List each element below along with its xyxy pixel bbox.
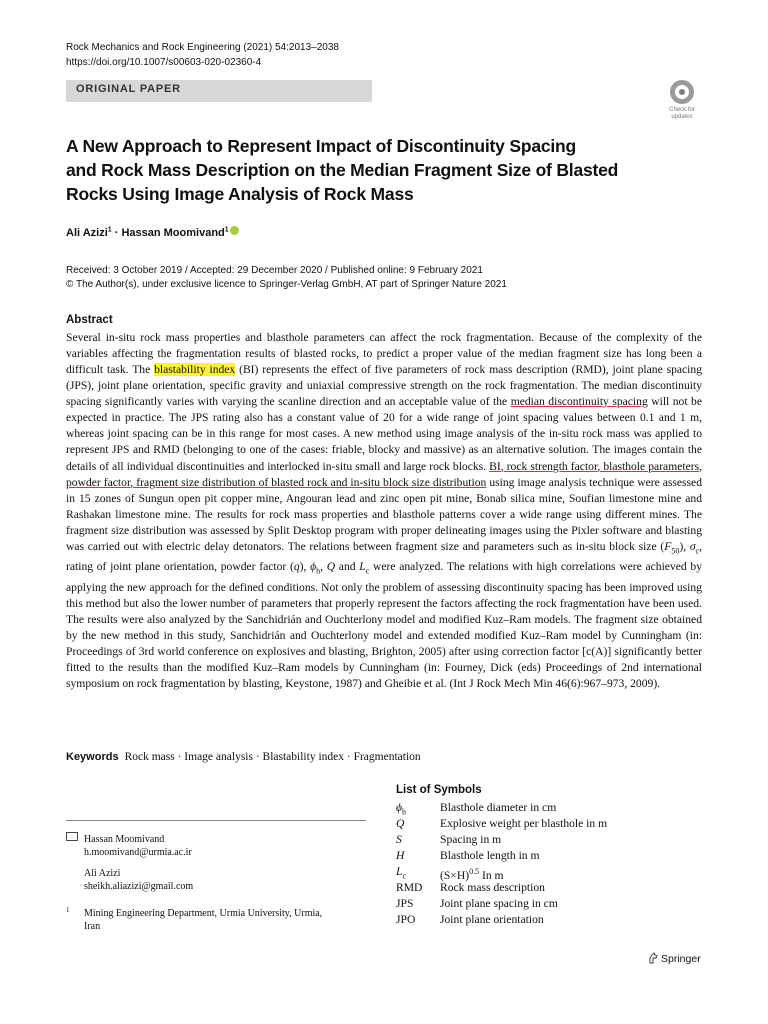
envelope-icon xyxy=(66,832,78,841)
affiliation-ref: 1 xyxy=(107,226,112,234)
abstract-heading: Abstract xyxy=(66,314,113,326)
symbol-row xyxy=(396,816,716,832)
contact-name: Ali Azizi xyxy=(84,868,121,879)
check-updates-text-2: updates xyxy=(671,114,693,120)
symbol: $\phi_h$ xyxy=(396,801,407,817)
symbol-desc: $(S\times H)^{0.5}$ In m xyxy=(440,867,504,882)
dates-line: Received: 3 October 2019 / Accepted: 29 December 2020 / Published online: 9 February 2021 xyxy=(66,265,483,276)
symbol-desc: Rock mass description xyxy=(440,881,545,894)
keywords-label: Keywords xyxy=(66,751,119,763)
article-type-badge xyxy=(66,80,372,102)
check-updates-text-1: Check for xyxy=(669,107,695,113)
journal-header xyxy=(66,40,339,70)
article-type-label: ORIGINAL PAPER xyxy=(76,83,181,95)
symbol-row xyxy=(396,880,716,896)
symbol: Q xyxy=(396,817,405,830)
footnote-divider xyxy=(66,820,366,821)
symbol: RMD xyxy=(396,881,423,894)
publication-dates xyxy=(66,264,507,292)
title-line: A New Approach to Represent Impact of Discontinuity Spacing xyxy=(66,136,577,156)
underlined-term: BI, rock strength factor, blasthole parameters, powder factor, fragment size distribution of blasted rock and in-situ block size distribution xyxy=(66,459,702,489)
keywords-text: Rock mass · Image analysis · Blastability index · Fragmentation xyxy=(124,751,421,763)
symbol: H xyxy=(396,849,405,862)
symbol-desc: Explosive weight per blasthole in m xyxy=(440,817,608,830)
underlined-term: median discontinuity spacing xyxy=(510,395,648,409)
journal-citation: Rock Mechanics and Rock Engineering (2021) 54:2013–2038 xyxy=(66,42,339,53)
symbol: $L_c$ xyxy=(396,865,407,881)
author-name[interactable]: Ali Azizi xyxy=(66,227,108,239)
keywords xyxy=(66,751,421,763)
publisher-name: Springer xyxy=(661,953,701,965)
contact-name: Hassan Moomivand xyxy=(84,834,165,845)
symbols-heading: List of Symbols xyxy=(396,784,482,796)
symbol-desc: Blasthole diameter in cm xyxy=(440,801,557,814)
highlighted-term: blastability index xyxy=(154,363,236,377)
symbols-list xyxy=(396,800,716,928)
symbol: S xyxy=(396,833,402,846)
symbol: JPS xyxy=(396,897,414,910)
copyright-line: © The Author(s), under exclusive licence to Springer-Verlag GmbH, AT part of Springer Nature 2021 xyxy=(66,279,507,290)
symbol-row xyxy=(396,848,716,864)
check-updates-icon xyxy=(670,80,694,104)
contact-email[interactable]: sheikh.aliazizi@gmail.com xyxy=(84,880,194,892)
symbol: JPO xyxy=(396,913,416,926)
affiliation-number: 1 xyxy=(66,906,70,914)
title-line: and Rock Mass Description on the Median Fragment Size of Blasted xyxy=(66,160,619,180)
title-line: Rocks Using Image Analysis of Rock Mass xyxy=(66,184,414,204)
author-separator: · xyxy=(111,227,122,239)
author-list xyxy=(66,226,239,239)
symbol-row xyxy=(396,800,716,816)
symbol-row xyxy=(396,864,716,880)
symbol-row xyxy=(396,896,716,912)
symbol-row xyxy=(396,912,716,928)
symbol-desc: Joint plane spacing in cm xyxy=(440,897,558,910)
affiliation-ref: 1 xyxy=(224,226,229,234)
affiliation-text: Iran xyxy=(84,920,101,932)
symbol-row xyxy=(396,832,716,848)
symbol-desc: Spacing in m xyxy=(440,833,502,846)
author-name[interactable]: Hassan Moomivand xyxy=(121,227,225,239)
orcid-icon[interactable] xyxy=(230,226,239,235)
paper-title xyxy=(66,134,686,206)
corresponding-contact xyxy=(66,832,193,893)
check-for-updates-button[interactable] xyxy=(662,80,702,124)
contact-email[interactable]: h.moomivand@urmia.ac.ir xyxy=(84,846,192,858)
symbol-desc: Blasthole length in m xyxy=(440,849,540,862)
abstract-body: Several in-situ rock mass properties and blasthole parameters can affect the rock fragmentation. Because of the complexity of the variables affecting the fragmentation results of blasted rocks, to predict a proper value of the median fragment size has long been a difficult task. The blastability index (BI) represents the effect of five parameters of rock mass description (RMD), joint plane spacing (JPS), joint plane orientation, specific gravity and uniaxial compressive strength on the rock fragmentation. The median discontinuity spacing significantly varies with varying the scanline direction and an acceptable value of the median discontinuity spacing will not be expected in practice. The JPS rating also has a constant value of 20 for a wide range of joint spacing values between 0.1 and 1 m, whereas joint spacing can be in this range for most cases. A new method using image analysis of the in-situ rock mass was applied to represent JPS and RMD (belonging to one of the cases: friable, blocky and massive) as an alternative solution. The images contain the details of all individual discontinuities and interlocked in-situ small and large rock blocks. BI, rock strength factor, blasthole parameters, powder factor, fragment size distribution of blasted rock and in-situ block size distribution using image analysis technique were assessed in 15 zones of Sungun open pit copper mine, Angouran lead and zinc open pit mine, Bonab silica mine, Soufian limestone mine and Rashakan limestone mine. The results for rock mass properties and blasthole patterns cover a wide range using different mines. The fragment size distribution was assessed by Split Desktop program with proper delineating images using the Pixler software and blasting was carried out with electric delay detonators. The relations between fragment size and parameters such as in-situ block size $(F_{50})$, $\sigma_c$, rating of joint plane orientation, powder factor (q), $\phi_h$, Q and $L_c$ were analyzed. The relations with high correlations were achieved by applying the new approach for the defined conditions. Not only the problem of assessing discontinuity spacing has been improved using this method but also the lower number of parameters that properly represent the factors affecting the rock fragmentation have been used. The results were also analyzed by the Sanchidrián and Ouchterlony model and modified Kuz–Ram models. The fragment size obtained by the new method in this study, Sanchidrián and Ouchterlony model and extended modified Kuz–Ram model by Cunningham (in: Proceedings of 3rd world conference on explosives and blasting, Brighton, 2005) after using correction factor [c(A)] significantly better fitted to the results than the modified Kuz–Ram models by Cunningham (in: Fourney, Dick (eds) Proceedings of 2nd international symposium on rock fragmentation by blasting, Keystone, 1987) and Gheibie et al. (Int J Rock Mech Min 46(6):967–973, 2009). xyxy=(66,331,702,690)
doi-link[interactable]: https://doi.org/10.1007/s00603-020-02360-4 xyxy=(66,57,262,68)
symbol-desc: Joint plane orientation xyxy=(440,913,544,926)
affiliation xyxy=(66,904,322,933)
springer-horse-icon xyxy=(648,952,658,964)
publisher-footer xyxy=(648,952,701,965)
affiliation-text: Mining Engineering Department, Urmia University, Urmia, xyxy=(84,908,323,919)
